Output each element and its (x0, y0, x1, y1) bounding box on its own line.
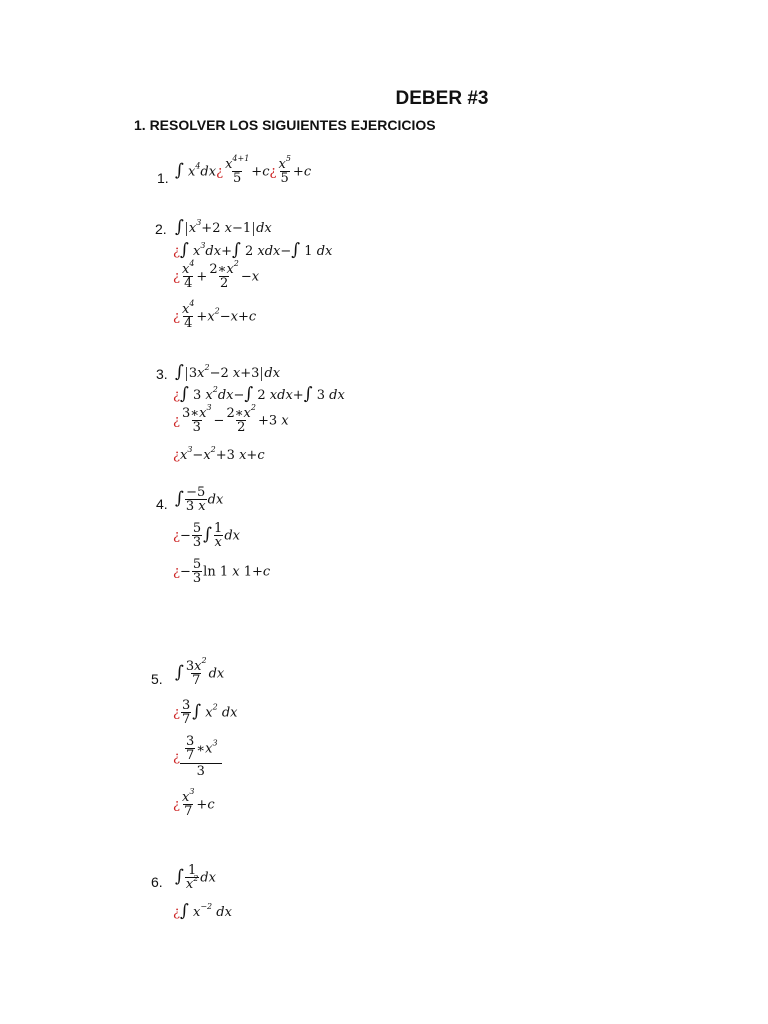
exercise-5-line-2: ¿ $\frac{3}{7}$ ∫ $x^2$ dx (173, 698, 238, 727)
section-heading: 1. RESOLVER LOS SIGUIENTES EJERCICIOS (134, 117, 436, 133)
exercise-number: 3. (156, 366, 168, 382)
exercise-2-line-2: ¿∫ $x^3dx+\int$ 2 xdx−∫ 1 dx (173, 240, 333, 260)
exercise-number: 2. (155, 221, 167, 237)
exercise-3-line-2: ¿∫ 3 $x^2dx-\int$ 2 xdx+∫ 3 dx (173, 384, 345, 404)
exercise-6-line-1: ∫ $\frac{1}{x^2}$ dx (175, 863, 216, 892)
exercise-5-line-3: ¿ $\frac{3}{7}$ $∗x^3$ 3 (173, 735, 222, 780)
page-title: DEBER #3 (395, 88, 489, 109)
exercise-number: 1. (157, 170, 169, 186)
exercise-1-formula: ∫ $x^4dx¿$ $\frac{x^{4+1}}{5}$ +c¿ $\frac{x^5}{5}$ +c (175, 154, 312, 186)
exercise-2-line-4: ¿ $\frac{x^4}{4}$ $+x^2-x+c$ (173, 299, 257, 331)
exercise-5-line-1: ∫ $\frac{3x^2}{7}$ dx (175, 656, 225, 688)
exercise-6-line-2: ¿∫ $x^{-2}$ dx (173, 901, 232, 921)
exercise-4-line-3: ¿− $\frac{5}{3}$ ln 1 x 1+c (173, 557, 271, 586)
exercise-number: 6. (151, 874, 163, 890)
exercise-3-line-1: ∫ $3x^2-2$ x+3 dx (175, 362, 281, 382)
exercise-4-line-2: ¿− $\frac{5}{3}$ ∫ $\frac{1}{x}$ dx (173, 521, 240, 550)
exercise-number: 4. (156, 496, 168, 512)
exercise-2-line-3: ¿ $\frac{x^4}{4}$ + $\frac{2∗x^2}{2}$ −x (173, 259, 260, 291)
exercise-4-line-1: ∫ $\frac{-5}{3 x}$ dx (175, 485, 224, 514)
exercise-3-line-4: ¿$x^3-x^2+3$ x+c (173, 445, 265, 463)
exercise-5-line-4: ¿ $\frac{x^3}{7}$ +c (173, 787, 215, 819)
exercise-2-line-1: ∫ $x^3+2$ x−1 dx (175, 217, 272, 237)
exercise-3-line-3: ¿ $\frac{3∗x^3}{3}$ − $\frac{2∗x^2}{2}$ +3 x (173, 403, 289, 435)
exercise-number: 5. (151, 671, 163, 687)
